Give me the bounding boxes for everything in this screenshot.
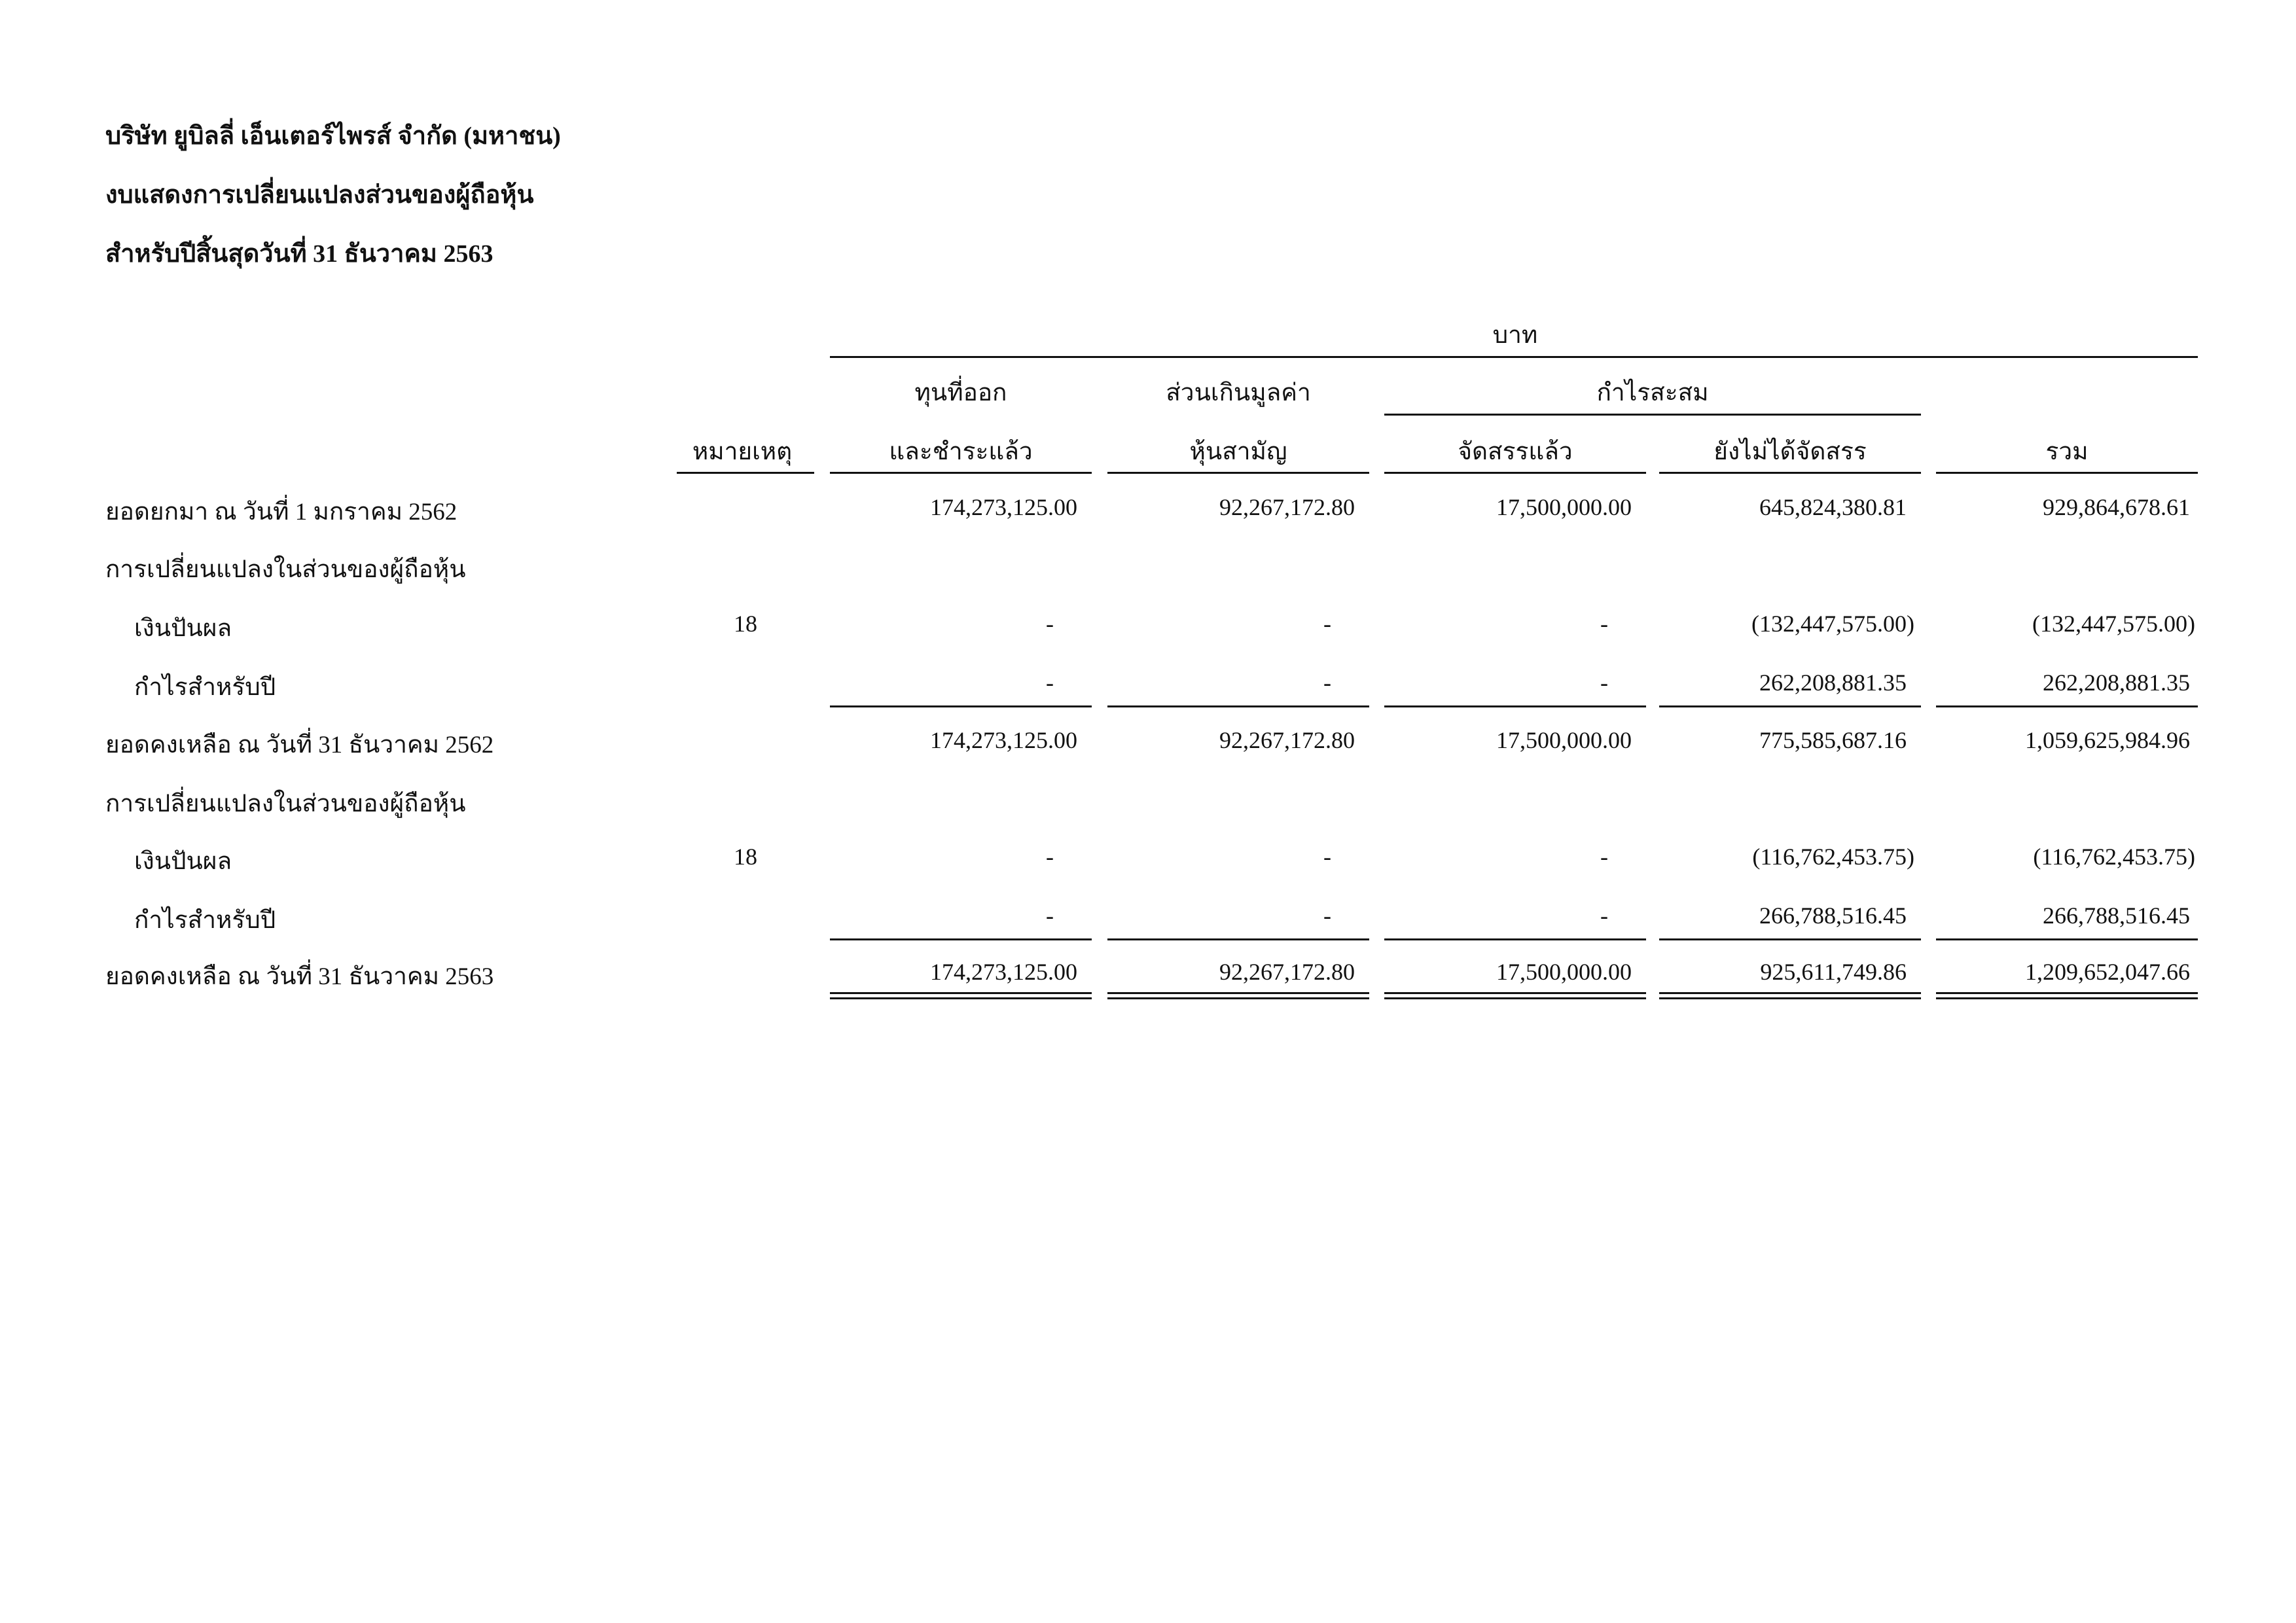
header-rule-appropriated [1384, 472, 1646, 474]
double-rule-total-bottom [1936, 997, 2198, 999]
row-label: ยอดคงเหลือ ณ วันที่ 31 ธันวาคม 2563 [105, 963, 494, 990]
header-rule-premium [1107, 472, 1369, 474]
double-rule-unappropriated-top [1659, 992, 1921, 994]
cell-note: 18 [734, 844, 757, 870]
cell-paid-up: - [1046, 902, 1054, 929]
double-rule-premium-bottom [1107, 997, 1369, 999]
retained-earnings-header: กำไรสะสม [1596, 380, 1709, 406]
cell-appropriated: - [1600, 669, 1608, 696]
row-label: กำไรสำหรับปี [134, 674, 276, 701]
cell-unappropriated: (132,447,575.00) [1751, 611, 1914, 637]
cell-premium: 92,267,172.80 [1219, 959, 1355, 985]
cell-appropriated: 17,500,000.00 [1496, 494, 1632, 520]
cell-paid-up: - [1046, 844, 1054, 870]
double-rule-unappropriated-bottom [1659, 997, 1921, 999]
cell-premium: - [1323, 611, 1331, 637]
subtotal-rule-unappropriated [1659, 705, 1921, 707]
paid-up-header-line1: ทุนที่ออก [914, 380, 1007, 406]
cell-unappropriated: 266,788,516.45 [1759, 902, 1907, 929]
subtotal-rule-appropriated [1384, 705, 1646, 707]
company-name: บริษัท ยูบิลลี่ เอ็นเตอร์ไพรส์ จำกัด (มหาชน) [105, 122, 561, 150]
cell-appropriated: - [1600, 844, 1608, 870]
subtotal-rule-unappropriated [1659, 938, 1921, 940]
cell-paid-up: 174,273,125.00 [930, 727, 1077, 753]
row-label: การเปลี่ยนแปลงในส่วนของผู้ถือหุ้น [105, 556, 466, 583]
header-rule-unappropriated [1659, 472, 1921, 474]
header-rule-total [1936, 472, 2198, 474]
subtotal-rule-total [1936, 938, 2198, 940]
cell-total: (116,762,453.75) [2033, 844, 2195, 870]
cell-total: 262,208,881.35 [2043, 669, 2190, 696]
cell-unappropriated: 262,208,881.35 [1759, 669, 1907, 696]
cell-note: 18 [734, 611, 757, 637]
statement-title: งบแสดงการเปลี่ยนแปลงส่วนของผู้ถือหุ้น [105, 181, 534, 209]
cell-total: 266,788,516.45 [2043, 902, 2190, 929]
header-rule-paid-up [830, 472, 1092, 474]
row-label: เงินปันผล [134, 615, 232, 642]
total-header: รวม [2045, 438, 2089, 465]
period-title: สำหรับปีสิ้นสุดวันที่ 31 ธันวาคม 2563 [105, 240, 493, 268]
header-rule-note [677, 472, 814, 474]
double-rule-appropriated-top [1384, 992, 1646, 994]
unappropriated-header: ยังไม่ได้จัดสรร [1713, 438, 1867, 465]
row-label: กำไรสำหรับปี [134, 907, 276, 934]
cell-appropriated: - [1600, 611, 1608, 637]
cell-premium: 92,267,172.80 [1219, 727, 1355, 753]
subtotal-rule-appropriated [1384, 938, 1646, 940]
cell-unappropriated: (116,762,453.75) [1752, 844, 1914, 870]
row-label: การเปลี่ยนแปลงในส่วนของผู้ถือหุ้น [105, 791, 466, 817]
row-label: ยอดยกมา ณ วันที่ 1 มกราคม 2562 [105, 499, 457, 526]
cell-paid-up: 174,273,125.00 [930, 959, 1077, 985]
row-label: ยอดคงเหลือ ณ วันที่ 31 ธันวาคม 2562 [105, 732, 494, 758]
double-rule-premium-top [1107, 992, 1369, 994]
cell-paid-up: - [1046, 611, 1054, 637]
double-rule-appropriated-bottom [1384, 997, 1646, 999]
row-label: เงินปันผล [134, 848, 232, 875]
subtotal-rule-paid-up [830, 938, 1092, 940]
unit-label: บาท [1492, 322, 1538, 349]
premium-header-line1: ส่วนเกินมูลค่า [1166, 380, 1311, 406]
unit-rule [830, 356, 2198, 358]
cell-unappropriated: 925,611,749.86 [1760, 959, 1907, 985]
appropriated-header: จัดสรรแล้ว [1458, 438, 1573, 465]
cell-premium: - [1323, 844, 1331, 870]
cell-total: 1,059,625,984.96 [2025, 727, 2190, 753]
double-rule-total-top [1936, 992, 2198, 994]
cell-paid-up: 174,273,125.00 [930, 494, 1077, 520]
cell-paid-up: - [1046, 669, 1054, 696]
cell-premium: 92,267,172.80 [1219, 494, 1355, 520]
subtotal-rule-premium [1107, 938, 1369, 940]
double-rule-paid-up-top [830, 992, 1092, 994]
paid-up-header-line2: และชำระแล้ว [889, 438, 1033, 465]
cell-total: 1,209,652,047.66 [2025, 959, 2190, 985]
retained-earnings-rule [1384, 414, 1921, 416]
premium-header-line2: หุ้นสามัญ [1189, 438, 1287, 465]
cell-appropriated: - [1600, 902, 1608, 929]
cell-premium: - [1323, 902, 1331, 929]
double-rule-paid-up-bottom [830, 997, 1092, 999]
cell-appropriated: 17,500,000.00 [1496, 727, 1632, 753]
subtotal-rule-premium [1107, 705, 1369, 707]
cell-total: (132,447,575.00) [2032, 611, 2195, 637]
cell-unappropriated: 645,824,380.81 [1759, 494, 1907, 520]
subtotal-rule-total [1936, 705, 2198, 707]
subtotal-rule-paid-up [830, 705, 1092, 707]
cell-unappropriated: 775,585,687.16 [1759, 727, 1907, 753]
cell-appropriated: 17,500,000.00 [1496, 959, 1632, 985]
note-header: หมายเหตุ [692, 438, 793, 465]
cell-premium: - [1323, 669, 1331, 696]
cell-total: 929,864,678.61 [2043, 494, 2190, 520]
